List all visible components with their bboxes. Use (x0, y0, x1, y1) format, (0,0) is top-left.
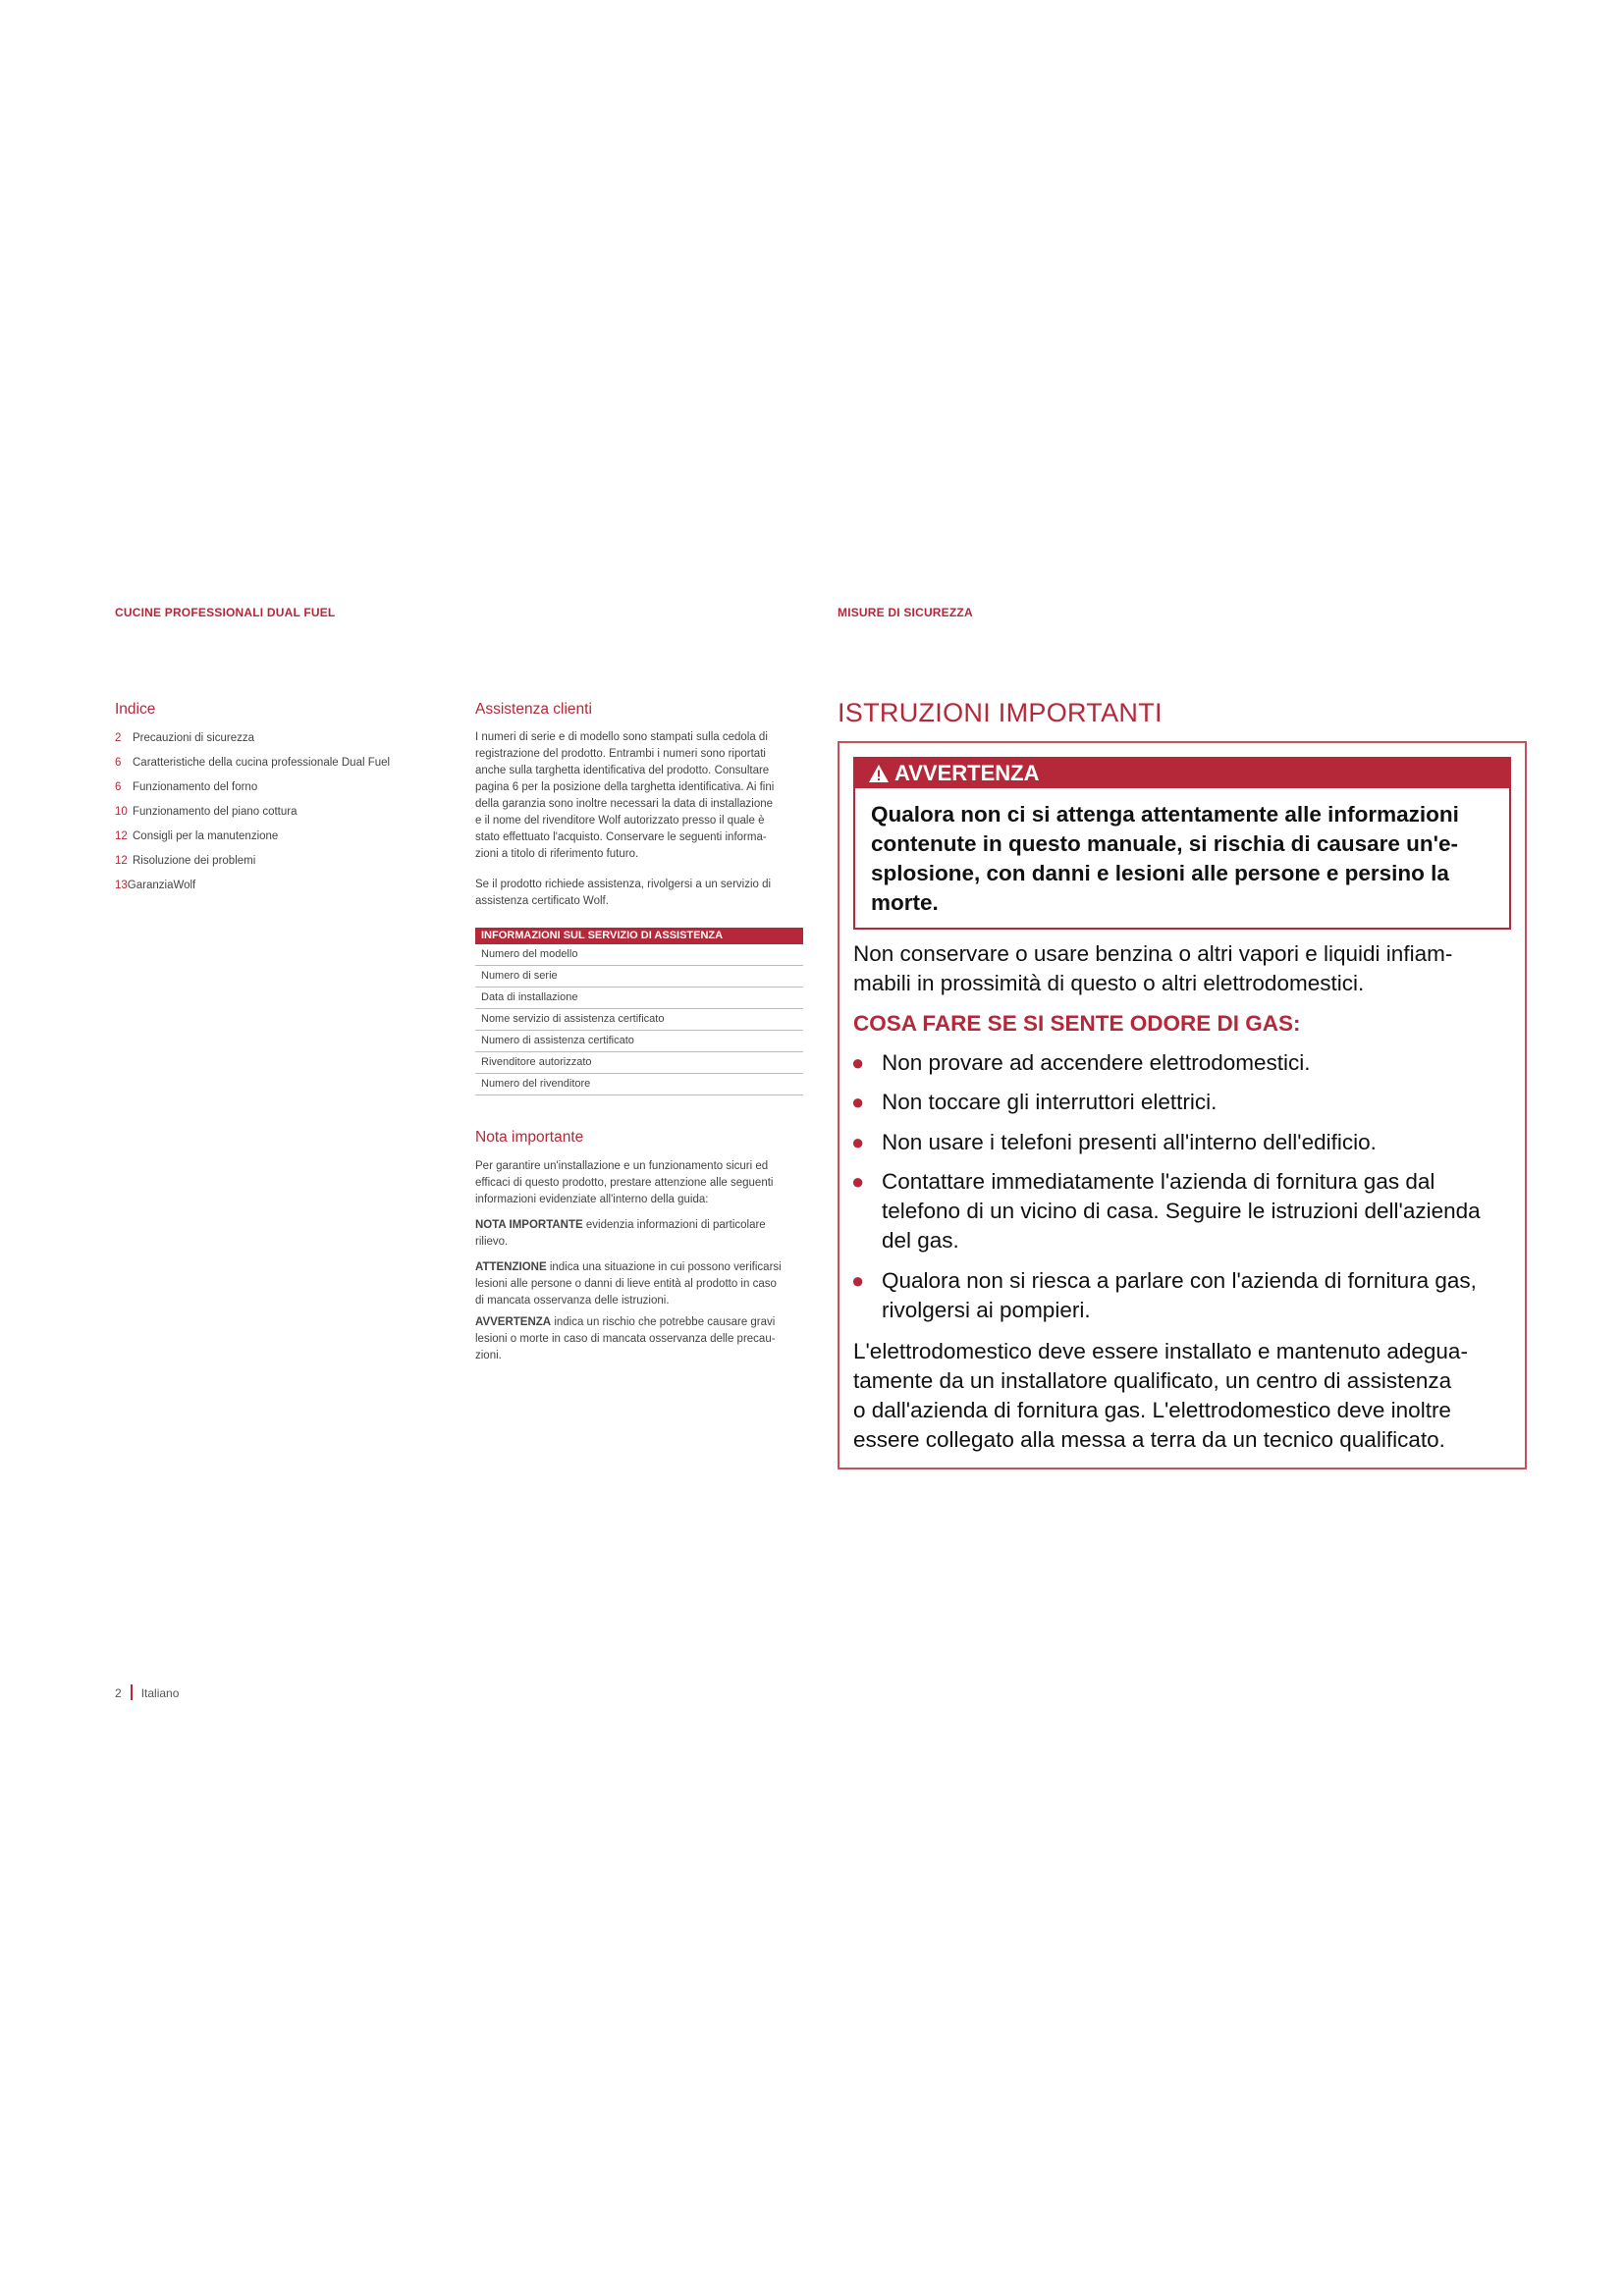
bullet-icon: ● (851, 1090, 865, 1114)
service-table-row[interactable] (475, 988, 803, 1009)
service-contact-paragraph (475, 877, 809, 910)
text-line: telefono di un vicino di casa. Seguire le istruzioni dell'azienda (882, 1199, 1481, 1223)
toc-item[interactable] (115, 757, 390, 769)
text-line: L'elettrodomestico deve essere installato e mantenuto adegua- (853, 1339, 1468, 1363)
service-field-label: Rivenditore autorizzato (481, 1056, 592, 1068)
bullet-icon: ● (851, 1268, 865, 1293)
toc-item[interactable] (115, 781, 257, 793)
service-field-label: Nome servizio di assistenza certificato (481, 1013, 665, 1025)
gas-instruction-item (851, 1048, 1529, 1078)
running-head-left: CUCINE PROFESSIONALI DUAL FUEL (115, 606, 336, 619)
bullet-icon: ● (851, 1130, 865, 1154)
toc-label: Risoluzione dei problemi (133, 855, 256, 867)
toc-page-number: 6 (115, 757, 122, 769)
toc-page-number: 12 (115, 855, 128, 867)
toc-label: Consigli per la manutenzione (133, 830, 279, 842)
service-table-row[interactable] (475, 944, 803, 966)
gas-smell-heading: COSA FARE SE SI SENTE ODORE DI GAS: (853, 1011, 1301, 1036)
text-line: I numeri di serie e di modello sono stampati sulla cedola di (475, 731, 768, 743)
text-line: stato effettuato l'acquisto. Conservare le seguenti informa- (475, 831, 767, 843)
service-table-row[interactable] (475, 1074, 803, 1095)
text-line: Non usare i telefoni presenti all'interno dell'edificio. (882, 1130, 1377, 1154)
text-line: efficaci di questo prodotto, prestare attenzione alle seguenti (475, 1177, 774, 1189)
text-line: Per garantire un'installazione e un funzionamento sicuri ed (475, 1160, 769, 1172)
text-line: pagina 6 per la posizione della targhetta identificativa. Ai fini (475, 781, 775, 793)
installation-notice (853, 1337, 1521, 1455)
gas-instruction-item (851, 1167, 1529, 1255)
page-number: 2 (115, 1686, 122, 1700)
text-line: lesioni alle persone o danni di lieve entità al prodotto in caso (475, 1278, 777, 1290)
warning-banner (855, 759, 1509, 788)
service-table-row[interactable] (475, 1052, 803, 1074)
text-line: contenute in questo manuale, si rischia di causare un'e- (871, 831, 1459, 856)
text-line: rivolgersi ai pompieri. (882, 1298, 1091, 1322)
gas-instruction-item (851, 1266, 1529, 1325)
warning-triangle-icon (869, 761, 889, 790)
toc-page-number: 6 (115, 781, 122, 793)
toc-title: Indice (115, 701, 156, 718)
toc-label: Caratteristiche della cucina professionale Dual Fuel (133, 757, 391, 769)
gas-instruction-item (851, 1128, 1529, 1157)
toc-label: Funzionamento del forno (133, 781, 258, 793)
service-paragraph (475, 729, 809, 863)
text-line: di mancata osservanza delle istruzioni. (475, 1295, 670, 1307)
note-title: Nota importante (475, 1129, 584, 1146)
text-line: Non toccare gli interruttori elettrici. (882, 1090, 1218, 1114)
running-head-right: MISURE DI SICUREZZA (838, 606, 973, 619)
service-field-label: Numero del rivenditore (481, 1078, 591, 1090)
service-field-label: Numero di serie (481, 970, 558, 982)
toc-label: GaranziaWolf (127, 880, 196, 891)
text-line: informazioni evidenziate all'interno della guida: (475, 1194, 709, 1205)
toc-label: Precauzioni di sicurezza (133, 732, 255, 744)
toc-page-number: 13 (115, 880, 128, 891)
service-table-row[interactable] (475, 1009, 803, 1031)
text-line: zioni. (475, 1350, 502, 1362)
toc-page-number: 10 (115, 806, 128, 818)
service-field-label: Data di installazione (481, 991, 578, 1003)
service-field-label: Numero di assistenza certificato (481, 1035, 634, 1046)
text-line: Non conservare o usare benzina o altri vapori e liquidi infiam- (853, 941, 1453, 966)
text-line: evidenzia informazioni di particolare (585, 1219, 766, 1231)
toc-item[interactable] (115, 880, 195, 891)
bullet-icon: ● (851, 1169, 865, 1194)
service-table-row[interactable] (475, 966, 803, 988)
text-line: zioni a titolo di riferimento futuro. (475, 848, 639, 860)
text-line: registrazione del prodotto. Entrambi i numeri sono riportati (475, 748, 766, 760)
text-line: indica una situazione in cui possono verificarsi (549, 1261, 782, 1273)
service-table-header: INFORMAZIONI SUL SERVIZIO DI ASSISTENZA (475, 928, 803, 944)
text-line: essere collegato alla messa a terra da un tecnico qualificato. (853, 1427, 1445, 1452)
toc-item[interactable] (115, 806, 298, 818)
warning-definition (475, 1314, 809, 1364)
text-line: Se il prodotto richiede assistenza, rivolgersi a un servizio di (475, 879, 772, 890)
text-line: e il nome del rivenditore Wolf autorizzato presso il quale è (475, 815, 765, 827)
bullet-icon: ● (851, 1050, 865, 1075)
definition-term: AVVERTENZA (475, 1316, 552, 1328)
text-line: Contattare immediatamente l'azienda di fornitura gas dal (882, 1169, 1435, 1194)
text-line: anche sulla targhetta identificativa del prodotto. Consultare (475, 765, 770, 776)
toc-item[interactable] (115, 855, 255, 867)
note-intro (475, 1158, 809, 1208)
toc-page-number: 2 (115, 732, 122, 744)
text-line: della garanzia sono inoltre necessari la data di installazione (475, 798, 774, 810)
definition-term: ATTENZIONE (475, 1261, 547, 1273)
storage-warning (853, 939, 1521, 998)
text-line: mabili in prossimità di questo o altri elettrodomestici. (853, 971, 1365, 995)
text-line: o dall'azienda di fornitura gas. L'elettrodomestico deve inoltre (853, 1398, 1451, 1422)
page-footer (115, 1684, 179, 1700)
note-important-definition (475, 1217, 809, 1251)
service-table-row[interactable] (475, 1031, 803, 1052)
text-line: assistenza certificato Wolf. (475, 895, 609, 907)
toc-label: Funzionamento del piano cottura (133, 806, 298, 818)
warning-box (853, 757, 1511, 930)
footer-divider (131, 1684, 133, 1700)
service-title: Assistenza clienti (475, 701, 592, 718)
warning-text (871, 800, 1499, 918)
footer-language: Italiano (140, 1686, 180, 1700)
text-line: lesioni o morte in caso di mancata osservanza delle precau- (475, 1333, 776, 1345)
toc-page-number: 12 (115, 830, 128, 842)
text-line: rilievo. (475, 1236, 509, 1248)
toc-item[interactable] (115, 732, 254, 744)
text-line: indica un rischio che potrebbe causare gravi (554, 1316, 776, 1328)
text-line: morte. (871, 890, 939, 915)
service-field-label: Numero del modello (481, 948, 578, 960)
text-line: Non provare ad accendere elettrodomestici. (882, 1050, 1311, 1075)
text-line: splosione, con danni e lesioni alle persone e persino la (871, 861, 1449, 885)
definition-term: NOTA IMPORTANTE (475, 1219, 583, 1231)
text-line: Qualora non si riesca a parlare con l'azienda di fornitura gas, (882, 1268, 1477, 1293)
toc-item[interactable] (115, 830, 278, 842)
text-line: Qualora non ci si attenga attentamente alle informazioni (871, 802, 1459, 827)
caution-definition (475, 1259, 809, 1309)
text-line: del gas. (882, 1228, 959, 1253)
warning-label: AVVERTENZA (894, 761, 1040, 785)
text-line: tamente da un installatore qualificato, un centro di assistenza (853, 1368, 1452, 1393)
page-title: ISTRUZIONI IMPORTANTI (838, 698, 1163, 727)
gas-instruction-item (851, 1088, 1529, 1117)
